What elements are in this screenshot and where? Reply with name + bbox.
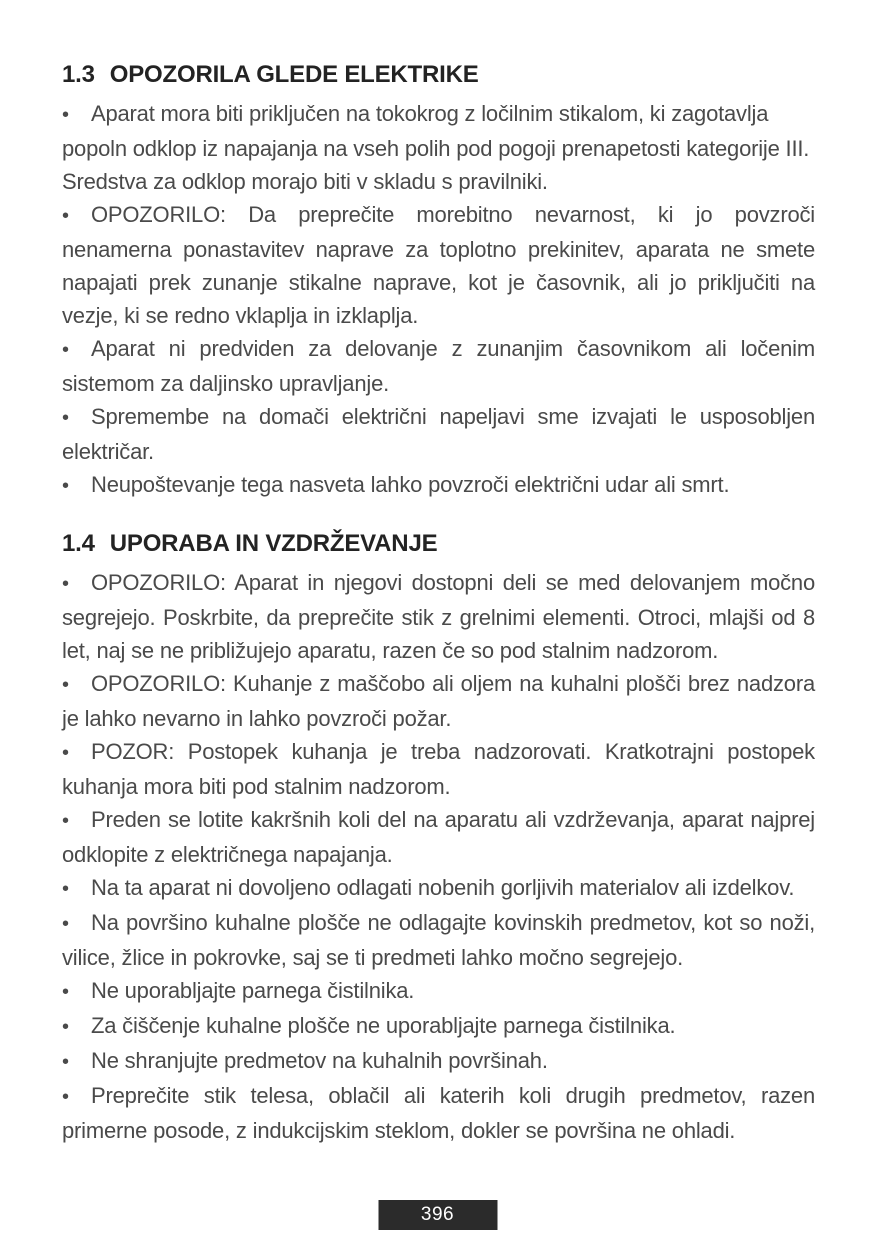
bullet-marker: •	[62, 205, 69, 227]
page-content	[62, 60, 815, 1147]
bullet-text: OPOZORILO: Da preprečite morebitno nevarnost, ki jo povzroči nenamerna ponastavitev naprave za toplotno prekinitev, aparata ne smete napajati prek zunanje stikalne naprave, kot je časovnik, ali jo priključiti na vezje, ki se redno vklaplja in izklaplja.	[62, 202, 815, 328]
bullet-marker: •	[62, 1086, 69, 1108]
bullet-item	[62, 735, 815, 803]
bullet-marker: •	[62, 810, 69, 832]
page-number: 396	[420, 1204, 455, 1225]
section-electrical-warnings	[62, 60, 815, 503]
bullet-text: Ne uporabljajte parnega čistilnika.	[91, 978, 415, 1003]
section-use-and-maintenance	[62, 529, 815, 1147]
section-title: UPORABA IN VZDRŽEVANJE	[109, 530, 438, 557]
bullet-marker: •	[62, 913, 69, 935]
bullet-item	[62, 1079, 815, 1147]
section-title: OPOZORILA GLEDE ELEKTRIKE	[109, 61, 479, 88]
section-heading-1-4	[62, 529, 815, 559]
bullet-text: Spremembe na domači električni napeljavi sme izvajati le usposobljen električar.	[62, 404, 815, 464]
section-heading-1-3	[62, 60, 815, 90]
bullet-text: Preprečite stik telesa, oblačil ali katerih koli drugih predmetov, razen primerne posode, z indukcijskim steklom, dokler se površina ne ohladi.	[62, 1083, 815, 1143]
bullet-marker: •	[62, 742, 69, 764]
bullet-item	[62, 468, 815, 503]
bullet-text: Neupoštevanje tega nasveta lahko povzroči električni udar ali smrt.	[91, 472, 730, 497]
bullet-text: OPOZORILO: Aparat in njegovi dostopni deli se med delovanjem močno segrejejo. Poskrbite, da preprečite stik z grelnimi elementi. Otroci, mlajši od 8 let, naj se ne približujejo aparatu, razen če so pod stalnim nadzorom.	[62, 570, 815, 663]
bullet-marker: •	[62, 573, 69, 595]
bullet-item	[62, 974, 815, 1009]
bullet-item	[62, 871, 815, 906]
section-number: 1.4	[62, 530, 95, 557]
bullet-item	[62, 1044, 815, 1079]
bullet-text: Ne shranjujte predmetov na kuhalnih površinah.	[91, 1048, 548, 1073]
bullet-marker: •	[62, 1016, 69, 1038]
bullet-item	[62, 332, 815, 400]
bullet-item	[62, 400, 815, 468]
bullet-text: Aparat mora biti priključen na tokokrog z ločilnim stikalom, ki zagotavlja popoln odklop iz napajanja na vseh polih pod pogoji prenapetosti kategorije III. Sredstva za odklop morajo biti v skladu s pravilniki.	[62, 101, 810, 194]
bullet-marker: •	[62, 878, 69, 900]
bullet-text: Na površino kuhalne plošče ne odlagajte kovinskih predmetov, kot so noži, vilice, žlice in pokrovke, saj se ti predmeti lahko močno segrejejo.	[62, 910, 815, 970]
bullet-marker: •	[62, 674, 69, 696]
bullet-item	[62, 97, 815, 198]
bullet-marker: •	[62, 339, 69, 361]
bullet-text: Za čiščenje kuhalne plošče ne uporabljajte parnega čistilnika.	[91, 1013, 676, 1038]
bullet-marker: •	[62, 104, 69, 126]
bullet-marker: •	[62, 981, 69, 1003]
bullet-item	[62, 1009, 815, 1044]
bullet-item	[62, 803, 815, 871]
bullet-item	[62, 906, 815, 974]
bullet-text: OPOZORILO: Kuhanje z maščobo ali oljem na kuhalni plošči brez nadzora je lahko nevarno in lahko povzroči požar.	[62, 671, 815, 731]
bullet-marker: •	[62, 407, 69, 429]
bullet-marker: •	[62, 1051, 69, 1073]
bullet-marker: •	[62, 475, 69, 497]
bullet-text: Aparat ni predviden za delovanje z zunanjim časovnikom ali ločenim sistemom za daljinsko upravljanje.	[62, 336, 815, 396]
section-number: 1.3	[62, 61, 95, 88]
bullet-text: Na ta aparat ni dovoljeno odlagati nobenih gorljivih materialov ali izdelkov.	[91, 875, 795, 900]
page-number-badge	[378, 1200, 497, 1230]
bullet-item	[62, 198, 815, 332]
bullet-item	[62, 566, 815, 667]
bullet-text: Preden se lotite kakršnih koli del na aparatu ali vzdrževanja, aparat najprej odklopite z električnega napajanja.	[62, 807, 815, 867]
bullet-item	[62, 667, 815, 735]
bullet-text: POZOR: Postopek kuhanja je treba nadzorovati. Kratkotrajni postopek kuhanja mora biti pod stalnim nadzorom.	[62, 739, 815, 799]
